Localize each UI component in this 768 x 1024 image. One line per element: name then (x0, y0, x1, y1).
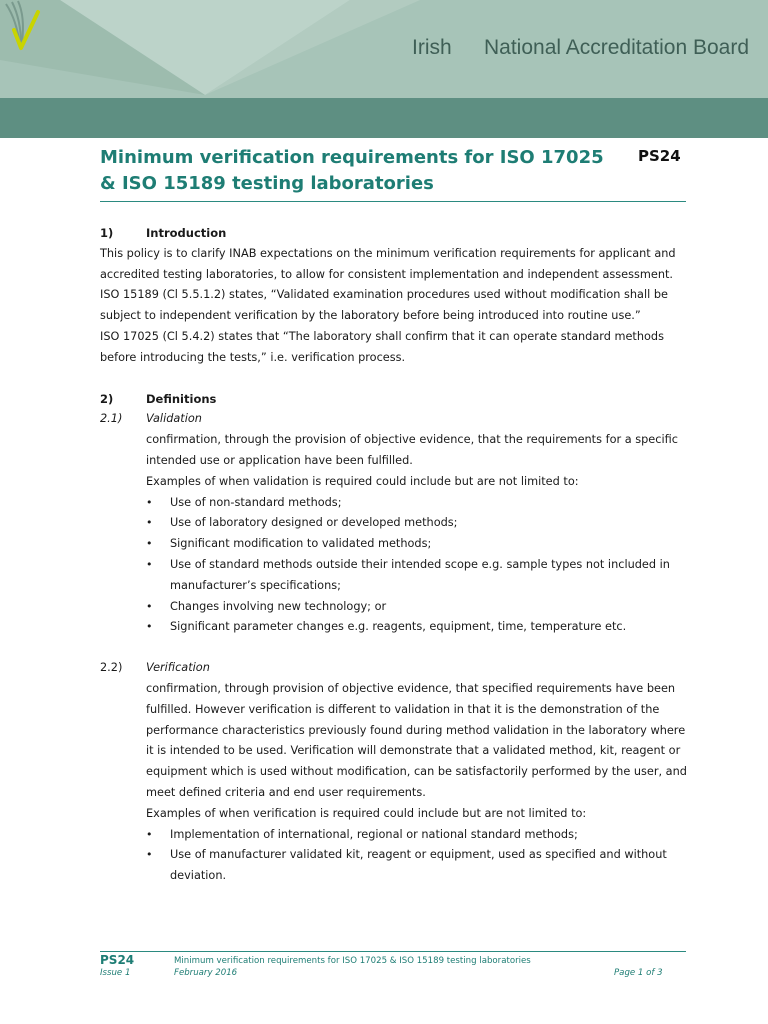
list-item: • Use of non-standard methods; (100, 493, 690, 514)
title-divider (100, 201, 686, 202)
subsection-number: 2.2) (100, 661, 123, 675)
subsection-title: Verification (146, 661, 210, 675)
footer-issue: Issue 1 (100, 968, 131, 978)
subsection-heading-validation (100, 409, 690, 430)
subsection-heading-verification (100, 658, 690, 679)
footer-document-title: Minimum verification requirements for ISO 17025 & ISO 15189 testing laboratories (174, 956, 531, 966)
banner-graphic (0, 0, 768, 138)
list-item: • Use of laboratory designed or developed methods; (100, 513, 690, 534)
definition-text: confirmation, through provision of objective evidence, that specified requirements have been fulfilled. However verification is different to validation in that it is the demonstration of the performance characteristics previously found during method validation in the laboratory where it is intended to be used. Verification will demonstrate that a validated method, kit, reagent or equipment which is used without modification, can be satisfactorily performed by the user, and meet defined criteria and end user requirements. (146, 681, 687, 799)
section-number: 2) (100, 391, 114, 406)
header-banner (0, 0, 768, 138)
list-item: • Significant parameter changes e.g. reagents, equipment, time, temperature etc. (100, 617, 690, 638)
subsection-number: 2.1) (100, 412, 123, 426)
list-item: • Use of manufacturer validated kit, reagent or equipment, used as specified and without deviation. (100, 845, 690, 887)
document-code: PS24 (638, 147, 681, 165)
paragraph: This policy is to clarify INAB expectations on the minimum verification requirements for applicant and accredited testing laboratories, to allow for consistent implementation and independent assessment. (100, 246, 676, 281)
section-number: 1) (100, 226, 114, 240)
list-item: • Changes involving new technology; or (100, 597, 690, 618)
section-heading-definitions (100, 389, 690, 410)
document-body (100, 223, 690, 887)
section-title: Definitions (146, 391, 217, 406)
definition-text: confirmation, through the provision of objective evidence, that the requirements for a specific intended use or application have been fulfilled. (146, 433, 678, 467)
examples-intro: Examples of when verification is required could include but are not limited to: (146, 806, 587, 820)
examples-intro: Examples of when validation is required could include but are not limited to: (146, 474, 579, 488)
footer-divider (100, 951, 686, 952)
verification-examples-list (100, 825, 690, 887)
paragraph: ISO 15189 (Cl 5.5.1.2) states, “Validated examination procedures used without modification shall be subject to independent verification by the laboratory before being introduced into routine use.” (100, 288, 668, 323)
paragraph: ISO 17025 (Cl 5.4.2) states that “The laboratory shall confirm that it can operate standard methods before introducing the tests,” i.e. verification process. (100, 329, 664, 364)
logo-text-nab: National Accreditation Board (484, 36, 749, 59)
document-title: Minimum verification requirements for ISO 17025 & ISO 15189 testing laboratories (100, 147, 604, 194)
list-item: • Implementation of international, regional or national standard methods; (100, 825, 690, 846)
logo-text-irish: Irish (412, 36, 452, 59)
footer-page-number: Page 1 of 3 (614, 968, 663, 978)
section-heading-introduction (100, 223, 690, 244)
validation-examples-list (100, 493, 690, 639)
subsection-title: Validation (146, 412, 202, 426)
inab-logo-icon (0, 0, 42, 52)
footer-document-code: PS24 (100, 953, 135, 967)
footer-date: February 2016 (174, 968, 238, 978)
list-item: • Significant modification to validated methods; (100, 534, 690, 555)
list-item: • Use of standard methods outside their intended scope e.g. sample types not included in manufacturer’s specifications; (100, 555, 690, 597)
section-title: Introduction (146, 226, 227, 240)
